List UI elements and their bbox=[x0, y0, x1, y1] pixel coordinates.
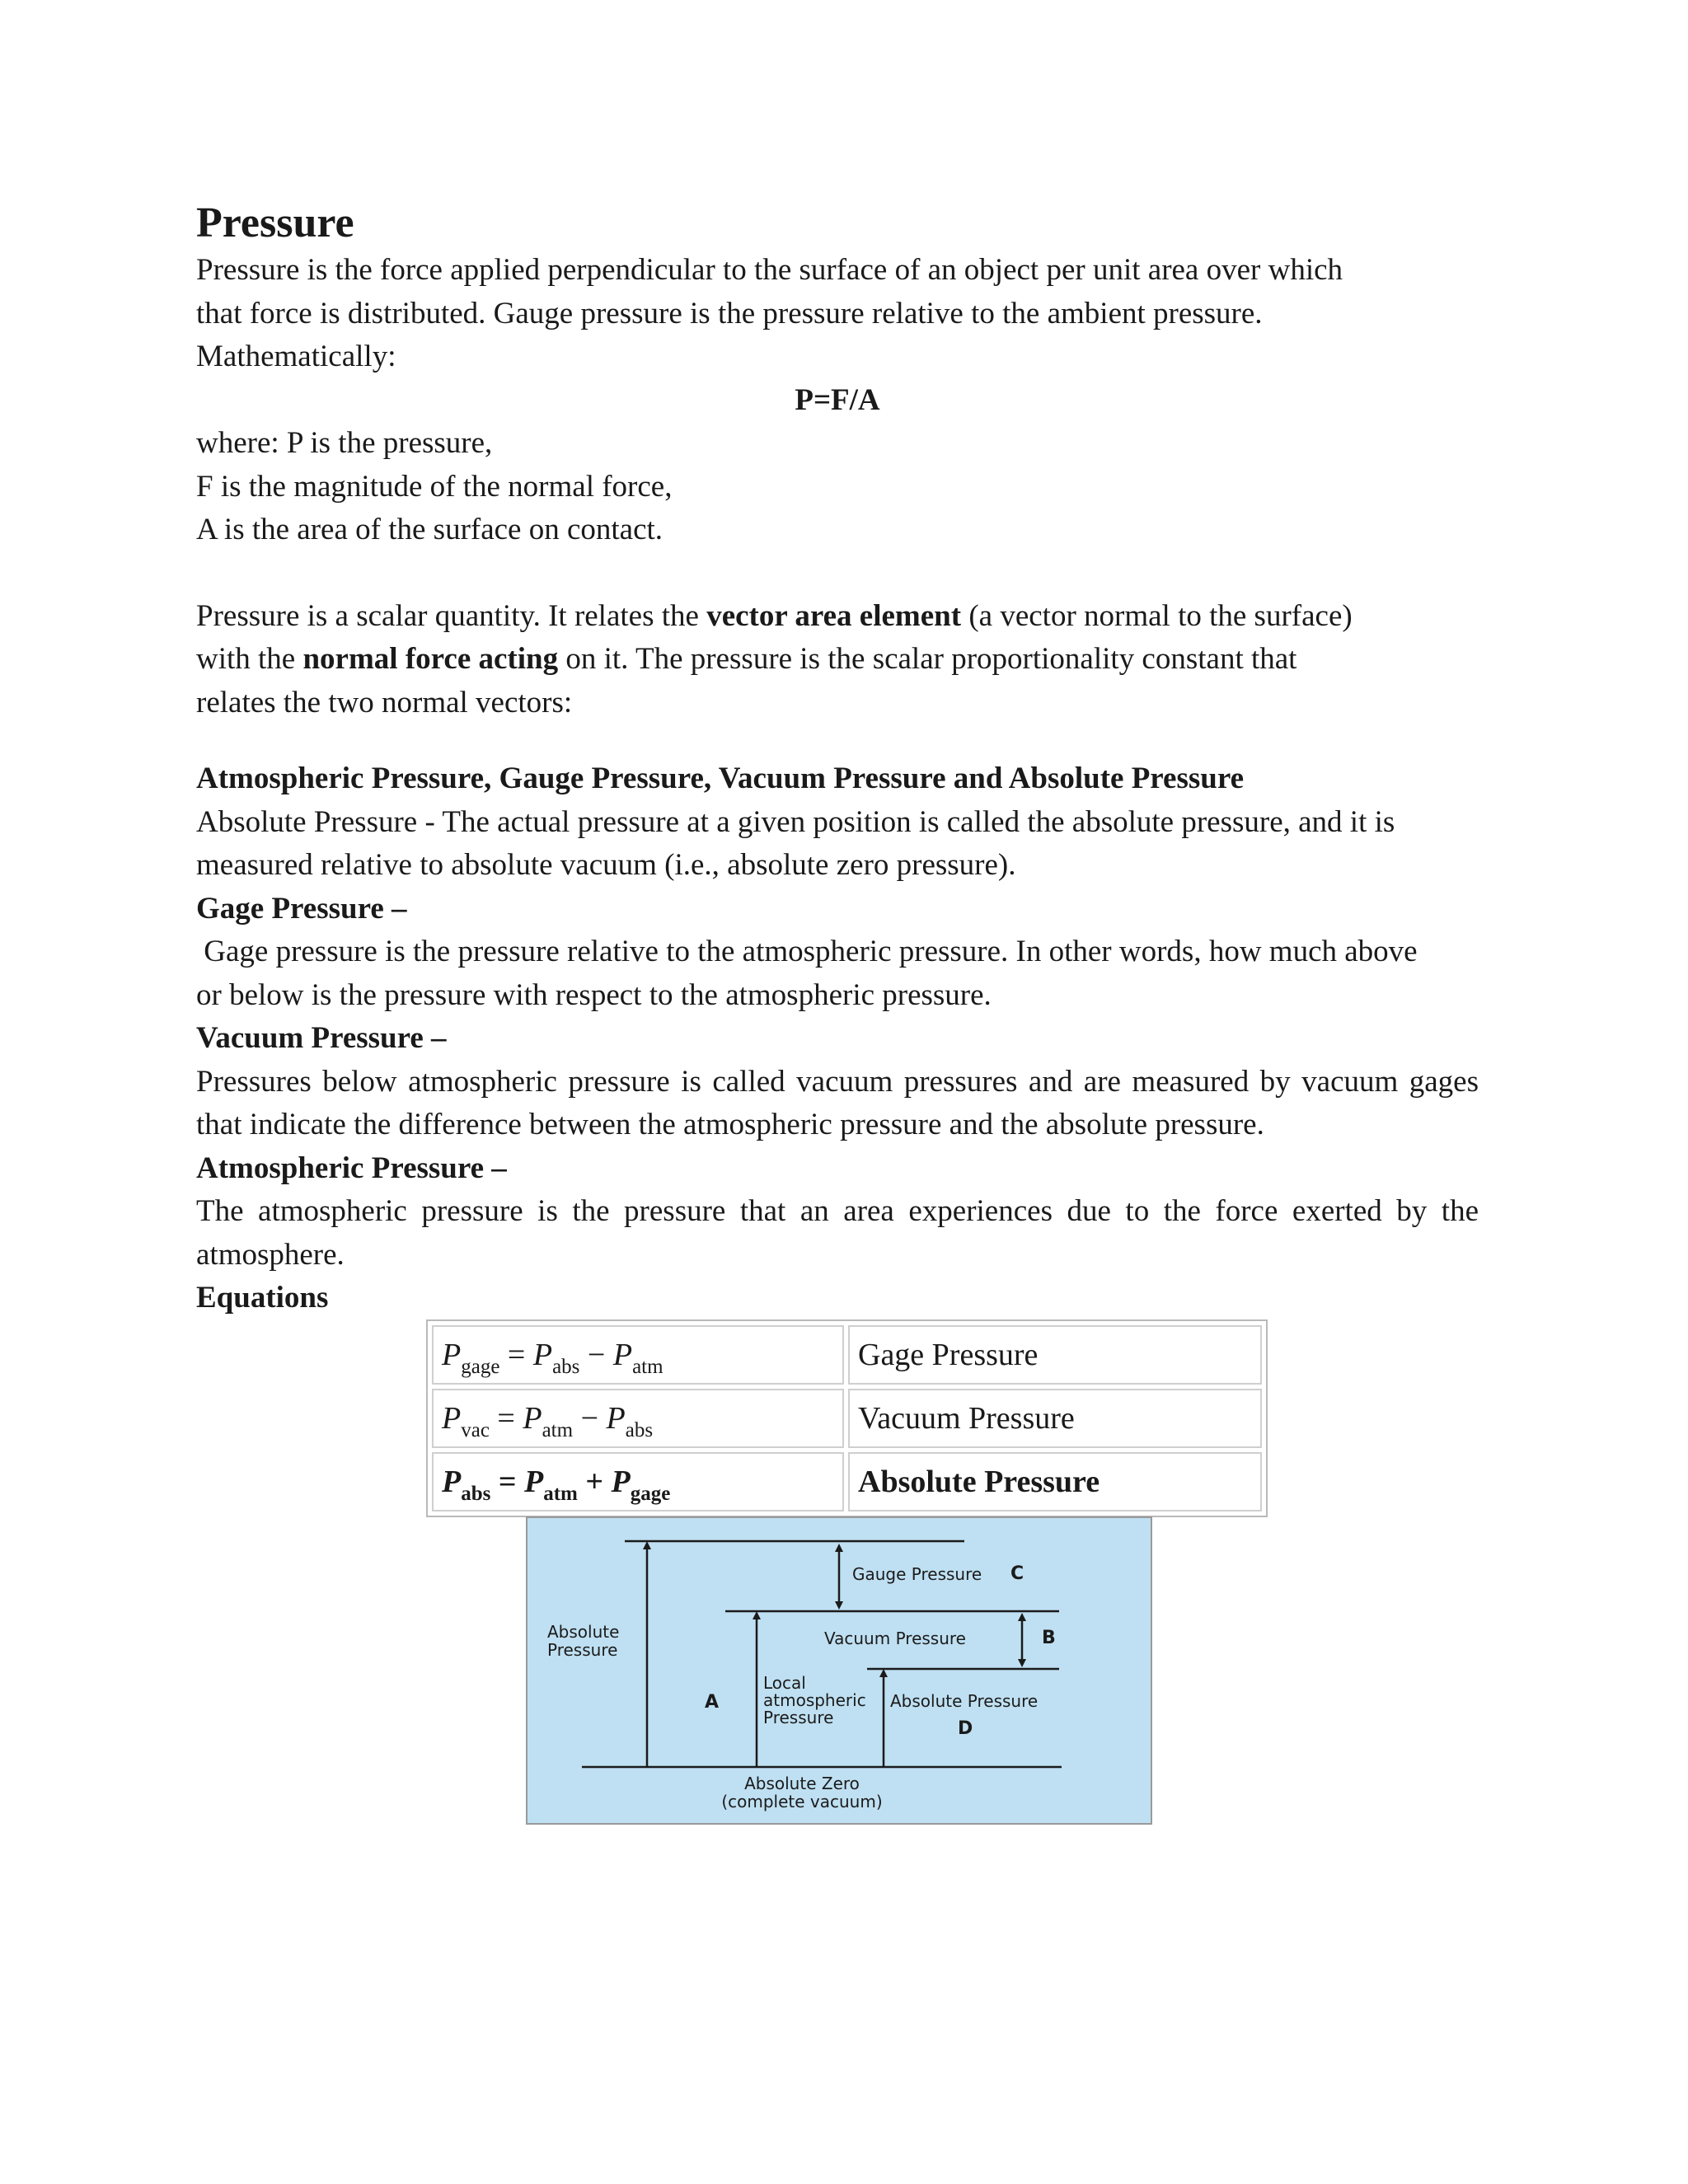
equation-formula: $P_{gage} = P_{abs} - P_{atm}$ bbox=[432, 1325, 844, 1385]
where-f: F is the magnitude of the normal force, bbox=[196, 469, 673, 504]
where-p: where: P is the pressure, bbox=[196, 426, 493, 460]
atmospheric-heading: Atmospheric Pressure – bbox=[196, 1151, 507, 1185]
equation-name: Vacuum Pressure bbox=[848, 1389, 1262, 1448]
local-atmospheric-label: Local atmospheric Pressure bbox=[763, 1673, 866, 1727]
pressure-diagram bbox=[526, 1516, 1152, 1825]
gage-heading: Gage Pressure – bbox=[196, 891, 407, 926]
scalar-line-3: relates the two normal vectors: bbox=[196, 685, 573, 719]
equation-row-absolute bbox=[432, 1452, 1262, 1511]
absolute-zero-label: Absolute Zero (complete vacuum) bbox=[721, 1774, 883, 1811]
where-a: A is the area of the surface on contact. bbox=[196, 513, 663, 546]
intro-line-1: Pressure is the force applied perpendicular to the surface of an object per unit area over which bbox=[196, 253, 1343, 287]
equations-table bbox=[426, 1319, 1268, 1517]
equation-name: Absolute Pressure bbox=[848, 1452, 1262, 1511]
gage-line-2: or below is the pressure with respect to the atmospheric pressure. bbox=[196, 977, 992, 1012]
equation-row-gage bbox=[432, 1325, 1262, 1385]
scalar-line-2: with the normal force acting on it. The pressure is the scalar proportionality constant that bbox=[196, 642, 1297, 676]
document-body bbox=[196, 198, 1479, 1320]
atmospheric-text: The atmospheric pressure is the pressure that an area experiences due to the force exerted by the atmosphere. bbox=[196, 1194, 1479, 1272]
vacuum-text: Pressures below atmospheric pressure is called vacuum pressures and are measured by vacuum gages that indicate the difference between the atmospheric pressure and the absolute pressure. bbox=[196, 1064, 1479, 1141]
gauge-pressure-label: Gauge Pressure bbox=[852, 1564, 982, 1584]
intro-line-3: Mathematically: bbox=[196, 340, 396, 373]
normal-force-term: normal force acting bbox=[302, 642, 559, 676]
vacuum-heading: Vacuum Pressure – bbox=[196, 1021, 447, 1055]
section-heading: Atmospheric Pressure, Gauge Pressure, Vacuum Pressure and Absolute Pressure bbox=[196, 762, 1245, 795]
absolute-pressure-left-label: Absolute Pressure bbox=[547, 1622, 620, 1660]
label-b: B bbox=[1042, 1628, 1056, 1648]
label-a: A bbox=[705, 1692, 720, 1713]
absolute-line-1: Absolute Pressure - The actual pressure at a given position is called the absolute pressure, and it is bbox=[196, 804, 1395, 839]
equation-formula: $P_{abs} = P_{atm} + P_{gage}$ bbox=[432, 1452, 844, 1511]
equation-formula: $P_{vac} = P_{atm} - P_{abs}$ bbox=[432, 1389, 844, 1448]
label-c: C bbox=[1010, 1563, 1025, 1584]
absolute-line-2: measured relative to absolute vacuum (i.e., absolute zero pressure). bbox=[196, 848, 1016, 882]
label-d: D bbox=[958, 1718, 973, 1739]
page-title: Pressure bbox=[196, 199, 354, 246]
scalar-line-1: Pressure is a scalar quantity. It relates the vector area element (a vector normal to the surface) bbox=[196, 598, 1353, 633]
gage-line-1: Gage pressure is the pressure relative to the atmospheric pressure. In other words, how much above bbox=[196, 935, 1418, 968]
vector-area-element-term: vector area element bbox=[706, 598, 962, 633]
pressure-formula: P=F/A bbox=[795, 382, 880, 417]
vacuum-pressure-label: Vacuum Pressure bbox=[824, 1629, 966, 1648]
equation-name: Gage Pressure bbox=[848, 1325, 1262, 1385]
absolute-pressure-right-label: Absolute Pressure bbox=[890, 1691, 1039, 1711]
intro-line-2: that force is distributed. Gauge pressure is the pressure relative to the ambient pressure. bbox=[196, 296, 1263, 330]
equation-row-vacuum bbox=[432, 1389, 1262, 1448]
equations-heading: Equations bbox=[196, 1281, 329, 1315]
